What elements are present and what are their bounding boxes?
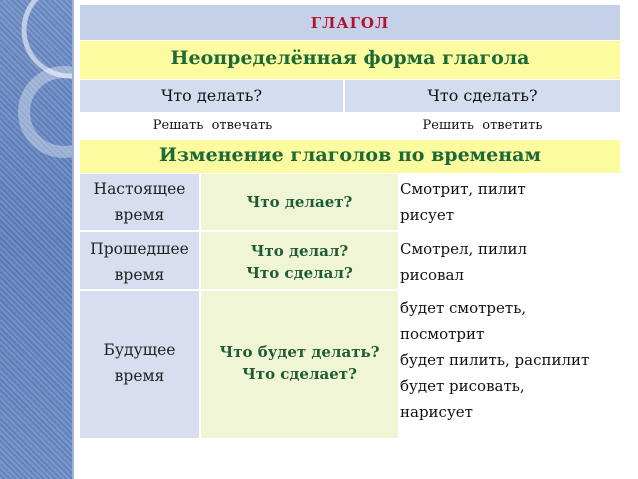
tense-future-name: Будущее время	[80, 291, 201, 438]
tense-past-name: Прошедшее время	[80, 232, 201, 291]
tense-header-row	[80, 140, 620, 173]
tense-future-examples: будет смотреть, посмотрит будет пилить, распилит будет рисовать, нарисует	[399, 291, 620, 442]
tense-header: Изменение глаголов по временам	[158, 144, 541, 166]
decorative-circles	[0, 0, 72, 479]
tense-present-name: Настоящее время	[80, 174, 201, 232]
decorative-sidebar	[0, 0, 74, 479]
example-row	[80, 112, 620, 140]
infinitive-header-row	[80, 40, 620, 79]
tense-future-question: Что будет делать? Что сделает?	[201, 291, 399, 438]
question-imperfective: Что делать?	[80, 80, 345, 112]
question-perfective: Что сделать?	[427, 86, 538, 105]
tense-past-question: Что делал? Что сделал?	[201, 232, 399, 291]
tense-past-examples: Смотрел, пилил рисовал	[399, 232, 620, 295]
tense-grid	[80, 173, 620, 451]
example-perfective: Решить ответить	[422, 118, 543, 133]
tense-present-question: Что делает?	[201, 174, 399, 232]
infinitive-header: Неопределённая форма глагола	[170, 47, 530, 69]
question-row	[80, 79, 620, 112]
example-imperfective: Решать отвечать	[152, 118, 273, 133]
table-title: ГЛАГОЛ	[310, 14, 390, 32]
table-title-row	[80, 5, 620, 40]
tense-present-examples: Смотрит, пилит рисует	[399, 174, 620, 234]
verb-table	[80, 5, 620, 451]
